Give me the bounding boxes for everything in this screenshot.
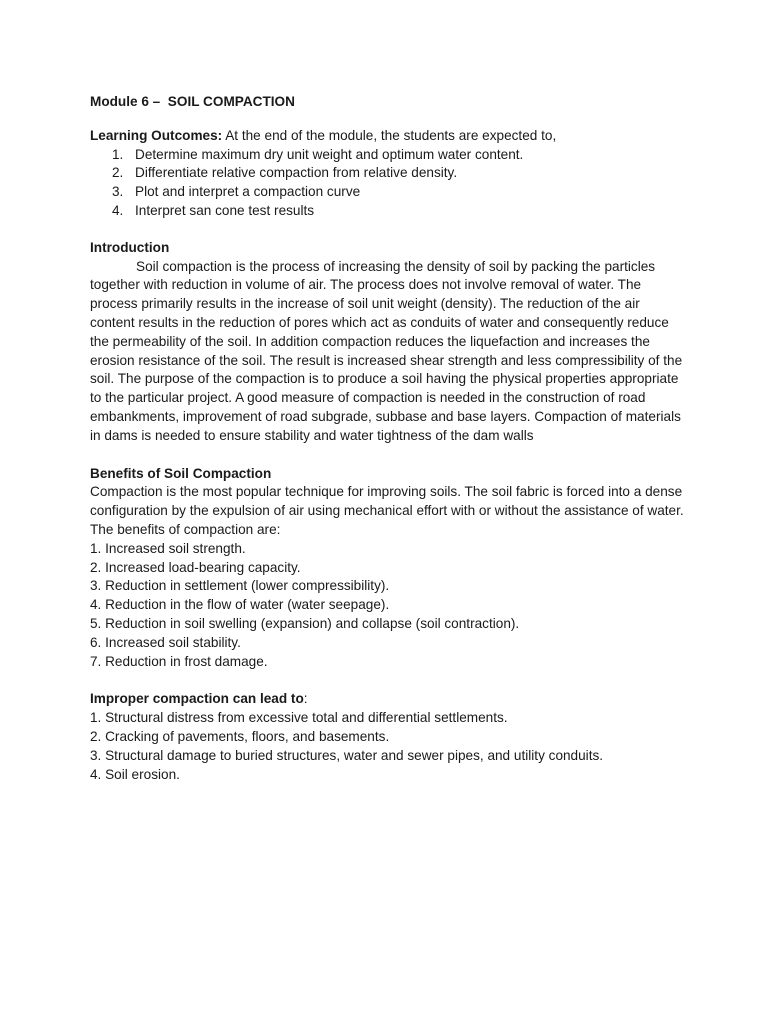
list-item-number: 2.: [112, 165, 124, 181]
list-item: [90, 164, 685, 183]
list-item: 5. Reduction in soil swelling (expansion) and collapse (soil contraction).: [90, 615, 520, 631]
list-item: 3. Structural damage to buried structures, water and sewer pipes, and utility conduits.: [90, 747, 604, 763]
improper-compaction-heading-line: [90, 690, 685, 709]
document-page: [90, 93, 685, 803]
introduction-heading: Introduction: [90, 239, 170, 255]
list-item: [90, 202, 685, 221]
list-item-text: Determine maximum dry unit weight and optimum water content.: [135, 146, 524, 162]
list-item: [90, 146, 685, 165]
list-item-text: Interpret san cone test results: [135, 202, 315, 218]
list-item: 4. Soil erosion.: [90, 766, 180, 782]
heading-colon: :: [303, 691, 308, 707]
list-item-text: Differentiate relative compaction from relative density.: [135, 165, 458, 181]
list-item: 6. Increased soil stability.: [90, 634, 241, 650]
list-item-text: Plot and interpret a compaction curve: [135, 184, 361, 200]
list-item-number: 1.: [112, 146, 124, 162]
introduction-paragraph: Soil compaction is the process of increasing the density of soil by packing the particles together with reduction in volume of air. The process does not involve removal of water. The process primarily results in the increase of soil unit weight (density). The reduction of the air content results in the reduction of pores which act as conduits of water and consequently reduce the permeability of the soil. In addition compaction reduces the liquefaction and increases the erosion resistance of the soil. The result is increased shear strength and less compressibility of the soil. The purpose of the compaction is to produce a soil having the physical properties appropriate to the particular project. A good measure of compaction is needed in the construction of road embankments, improvement of road subgrade, subbase and base layers. Compaction of materials in dams is needed to ensure stability and water tightness of the dam walls: [90, 258, 683, 443]
list-item: 1. Structural distress from excessive total and differential settlements.: [90, 710, 508, 726]
improper-compaction-heading: Improper compaction can lead to: [90, 691, 304, 707]
benefits-section: [90, 465, 685, 672]
improper-compaction-list: [90, 709, 685, 784]
list-item-number: 4.: [112, 202, 124, 218]
list-item: 2. Increased load-bearing capacity.: [90, 559, 301, 575]
module-title: Module 6 – SOIL COMPACTION: [90, 94, 295, 109]
list-item: 2. Cracking of pavements, floors, and basements.: [90, 728, 390, 744]
list-item-number: 3.: [112, 184, 124, 200]
learning-outcomes-label: Learning Outcomes:: [90, 127, 223, 143]
benefits-paragraph: Compaction is the most popular technique for improving soils. The soil fabric is forced into a dense configuration by the expulsion of air using mechanical effort with or without the assistance of water. The benefits of compaction are:: [90, 484, 684, 537]
list-item: 4. Reduction in the flow of water (water seepage).: [90, 597, 390, 613]
benefits-list: [90, 540, 685, 672]
learning-outcomes-intro: [90, 127, 685, 146]
improper-compaction-section: [90, 690, 685, 784]
learning-outcomes-text: At the end of the module, the students are expected to,: [222, 127, 557, 143]
list-item: [90, 183, 685, 202]
list-item: 3. Reduction in settlement (lower compressibility).: [90, 578, 390, 594]
learning-outcomes-list: [90, 146, 685, 221]
list-item: 7. Reduction in frost damage.: [90, 653, 268, 669]
benefits-heading: Benefits of Soil Compaction: [90, 465, 272, 481]
list-item: 1. Increased soil strength.: [90, 540, 246, 556]
